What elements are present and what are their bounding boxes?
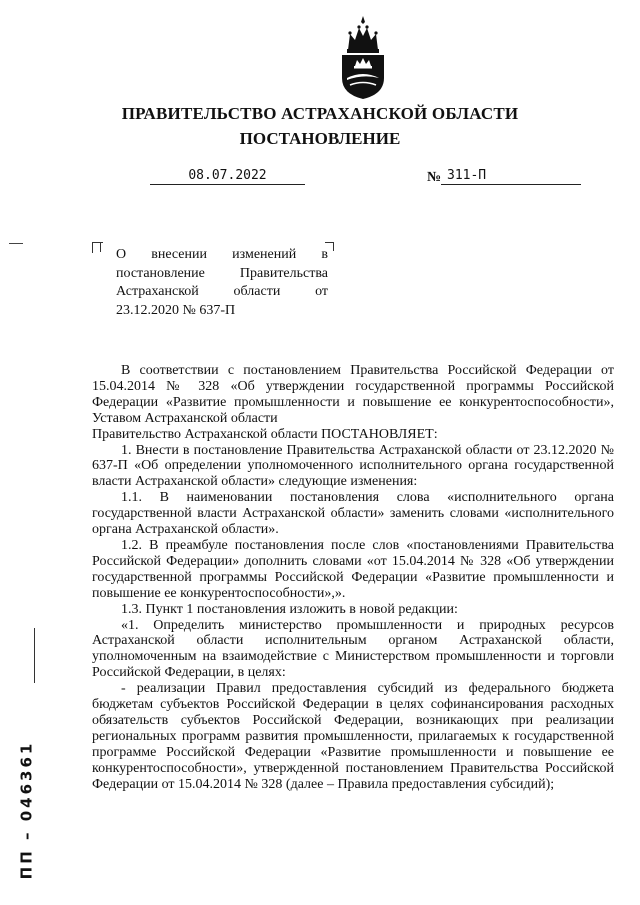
document-subject: О внесении изменений в постановление Правительства Астраханской области от 23.12.2020 № 637-П bbox=[116, 247, 328, 318]
body-paragraph: 1. Внести в постановление Правительства Астраханской области от 23.12.2020 № 637-П «Об определении уполномоченного исполнительного органа государственной власти Астраханской области» следующие изменения: bbox=[92, 442, 614, 490]
margin-dash bbox=[9, 243, 23, 244]
document-date: 08.07.2022 bbox=[150, 168, 305, 185]
number-sign: № bbox=[427, 170, 442, 185]
document-number: 311-П bbox=[441, 168, 581, 185]
subject-corner-left-inner bbox=[100, 242, 107, 252]
government-title: ПРАВИТЕЛЬСТВО АСТРАХАНСКОЙ ОБЛАСТИ bbox=[121, 104, 519, 123]
body-paragraph: 1.1. В наименовании постановления слова «исполнительного органа государственной власти Астраханской области» заменить словами «исполнительного органа Астраханской области». bbox=[92, 490, 614, 538]
body-paragraph: В соответствии с постановлением Правительства Российской Федерации от 15.04.2014 № 328 «Об утверждении государственной программы Российской Федерации «Развитие промышленности и повышение ее конкурентоспособности», Уставом Астраханской области bbox=[92, 363, 614, 426]
margin-rule bbox=[34, 628, 35, 683]
body-paragraph-resolution: Правительство Астраханской области ПОСТАНОВЛЯЕТ: bbox=[92, 426, 438, 442]
document-body bbox=[92, 363, 614, 792]
body-paragraph: 1.3. Пункт 1 постановления изложить в новой редакции: bbox=[121, 601, 458, 617]
body-paragraph: - реализации Правил предоставления субсидий из федерального бюджета бюджетам субъектов Российской Федерации в целях софинансирования расходных обязательств субъектов Российской Федерации, возникающих при реализации региональных программ развития промышленности, прилагаемых к государственной программе Российской Федерации «Развитие промышленности и повышение ее конкурентоспособности», утвержденной постановлением Правительства Российской Федерации от 15.04.2014 № 328 (далее – Правила предоставления субсидий); bbox=[92, 681, 614, 792]
form-serial-number bbox=[6, 735, 46, 885]
document-type: ПОСТАНОВЛЕНИЕ bbox=[239, 129, 401, 148]
coat-of-arms-icon bbox=[338, 14, 388, 100]
body-paragraph: 1.2. В преамбуле постановления после слов «постановлениями Правительства Российской Федерации» дополнить словами «от 15.04.2014 № 328 «Об утверждении государственной программы Российской Федерации «Развитие промышленности и повышение ее конкурентоспособности»,». bbox=[92, 537, 614, 601]
form-serial-text: ПП – 046361 bbox=[17, 740, 35, 880]
body-paragraph: «1. Определить министерство промышленности и природных ресурсов Астраханской области исполнительным органом Астраханской области, уполномоченным на взаимодействие с Министерством промышленности и торговли Российской Федерации, в целях: bbox=[92, 617, 614, 681]
